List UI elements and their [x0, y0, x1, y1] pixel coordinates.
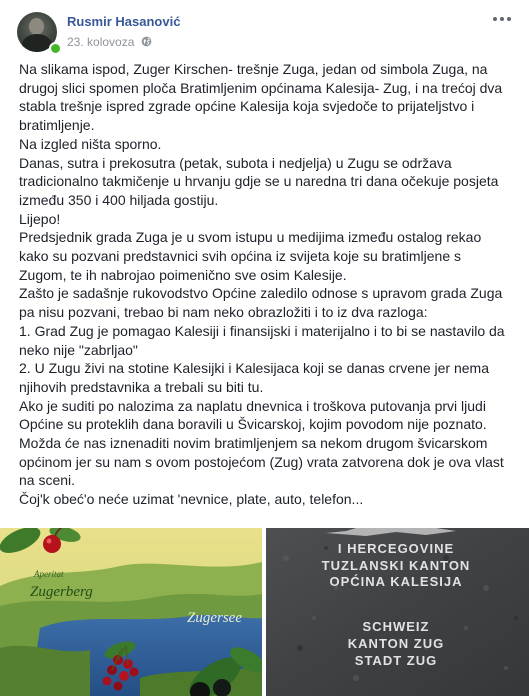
- post-paragraph: Na slikama ispod, Zuger Kirschen- trešnje Zuga, jedan od simbola Zuga, na drugoj slici spomen ploča Bratimljenim općinama Kalesija- Zug, i na trećoj dva stabla trešnje ispred zgrade općine Kalesija koja svjedoče to prijateljstvo i bratimljenje.: [19, 61, 503, 134]
- more-options-icon[interactable]: [492, 14, 512, 24]
- poster-illustration: [0, 528, 262, 696]
- plaque-line: TUZLANSKI KANTON: [321, 558, 471, 573]
- online-status-dot: [49, 42, 62, 55]
- post-paragraph: 2. U Zugu živi na stotine Kalesijki i Kalesijaca koji se danas crvene jer nema njihovih predstavnika a trebali su biti tu.: [19, 360, 490, 395]
- post-paragraph: Na izgled ništa sporno.: [19, 135, 162, 152]
- post-header: [0, 0, 529, 56]
- post-text: [19, 60, 511, 509]
- post-paragraph: Čoj'k obeć'o neće uzimat 'nevnice, plate, auto, telefon...: [19, 491, 364, 508]
- avatar-head: [29, 18, 44, 35]
- plaque-line: KANTON ZUG: [347, 636, 445, 651]
- globe-icon[interactable]: [141, 36, 152, 47]
- post-paragraph: Lijepo!: [19, 210, 61, 227]
- post-date[interactable]: 23. kolovoza: [67, 35, 135, 49]
- poster-lake-label: Zugersee: [187, 610, 242, 626]
- avatar-torso: [22, 34, 52, 52]
- post-paragraph: Možda će nas iznenaditi novim bratimljenjem sa nekom drugom švicarskom općinom jer su nam s ovom postojećom (Zug) vrata zatvorena dok je ova vlast na sceni.: [19, 435, 504, 489]
- post-paragraph: 1. Grad Zug je pomagao Kalesiji i finansijski i materijalno i to bi se nastavilo da neko nije "zabrljao": [19, 322, 505, 358]
- plaque-line: OPĆINA KALESIJA: [329, 574, 463, 589]
- post-paragraph: Danas, sutra i prekosutra (petak, subota i nedjelja) u Zugu se održava tradicionalno takmičenje u hrvanju gdje se u naredna tri dana očekuje posjeta između 350 i 400 hiljada gostiju.: [19, 154, 499, 208]
- post-paragraph: Zašto je sadašnje rukovodstvo Općine zaledilo odnose s upravom grada Zuga pa nisu pozvani, trebao bi nam neko obrazložiti i to iz dva razloga:: [19, 285, 503, 321]
- photo-memorial-plaque[interactable]: [266, 528, 529, 696]
- poster-brand-label: Zugerberg: [30, 584, 93, 600]
- poster-small-label: Aperitat: [34, 569, 64, 579]
- plaque-line: STADT ZUG: [354, 653, 438, 668]
- author-name[interactable]: Rusmir Hasanović: [67, 14, 181, 29]
- plaque-line: SCHWEIZ: [362, 619, 430, 634]
- post-paragraph: Ako je suditi po nalozima za naplatu dnevnica i troškova putovanja prvi ljudi Općine su proteklih dana boravili u Švicarskoj, kojim povodom nije poznato.: [19, 397, 487, 433]
- photo-zuger-kirschen[interactable]: [0, 528, 262, 696]
- plaque-illustration: [266, 528, 529, 696]
- plaque-line: I HERCEGOVINE: [337, 541, 455, 556]
- post-paragraph: Predsjednik grada Zuga je u svom istupu u medijima između ostalog rekao kako su pozvani predstavnici svih općina iz svijeta koje su bratimljene s Zugom, te ih nabrojao poimenično sve osim Kalesije.: [19, 229, 482, 283]
